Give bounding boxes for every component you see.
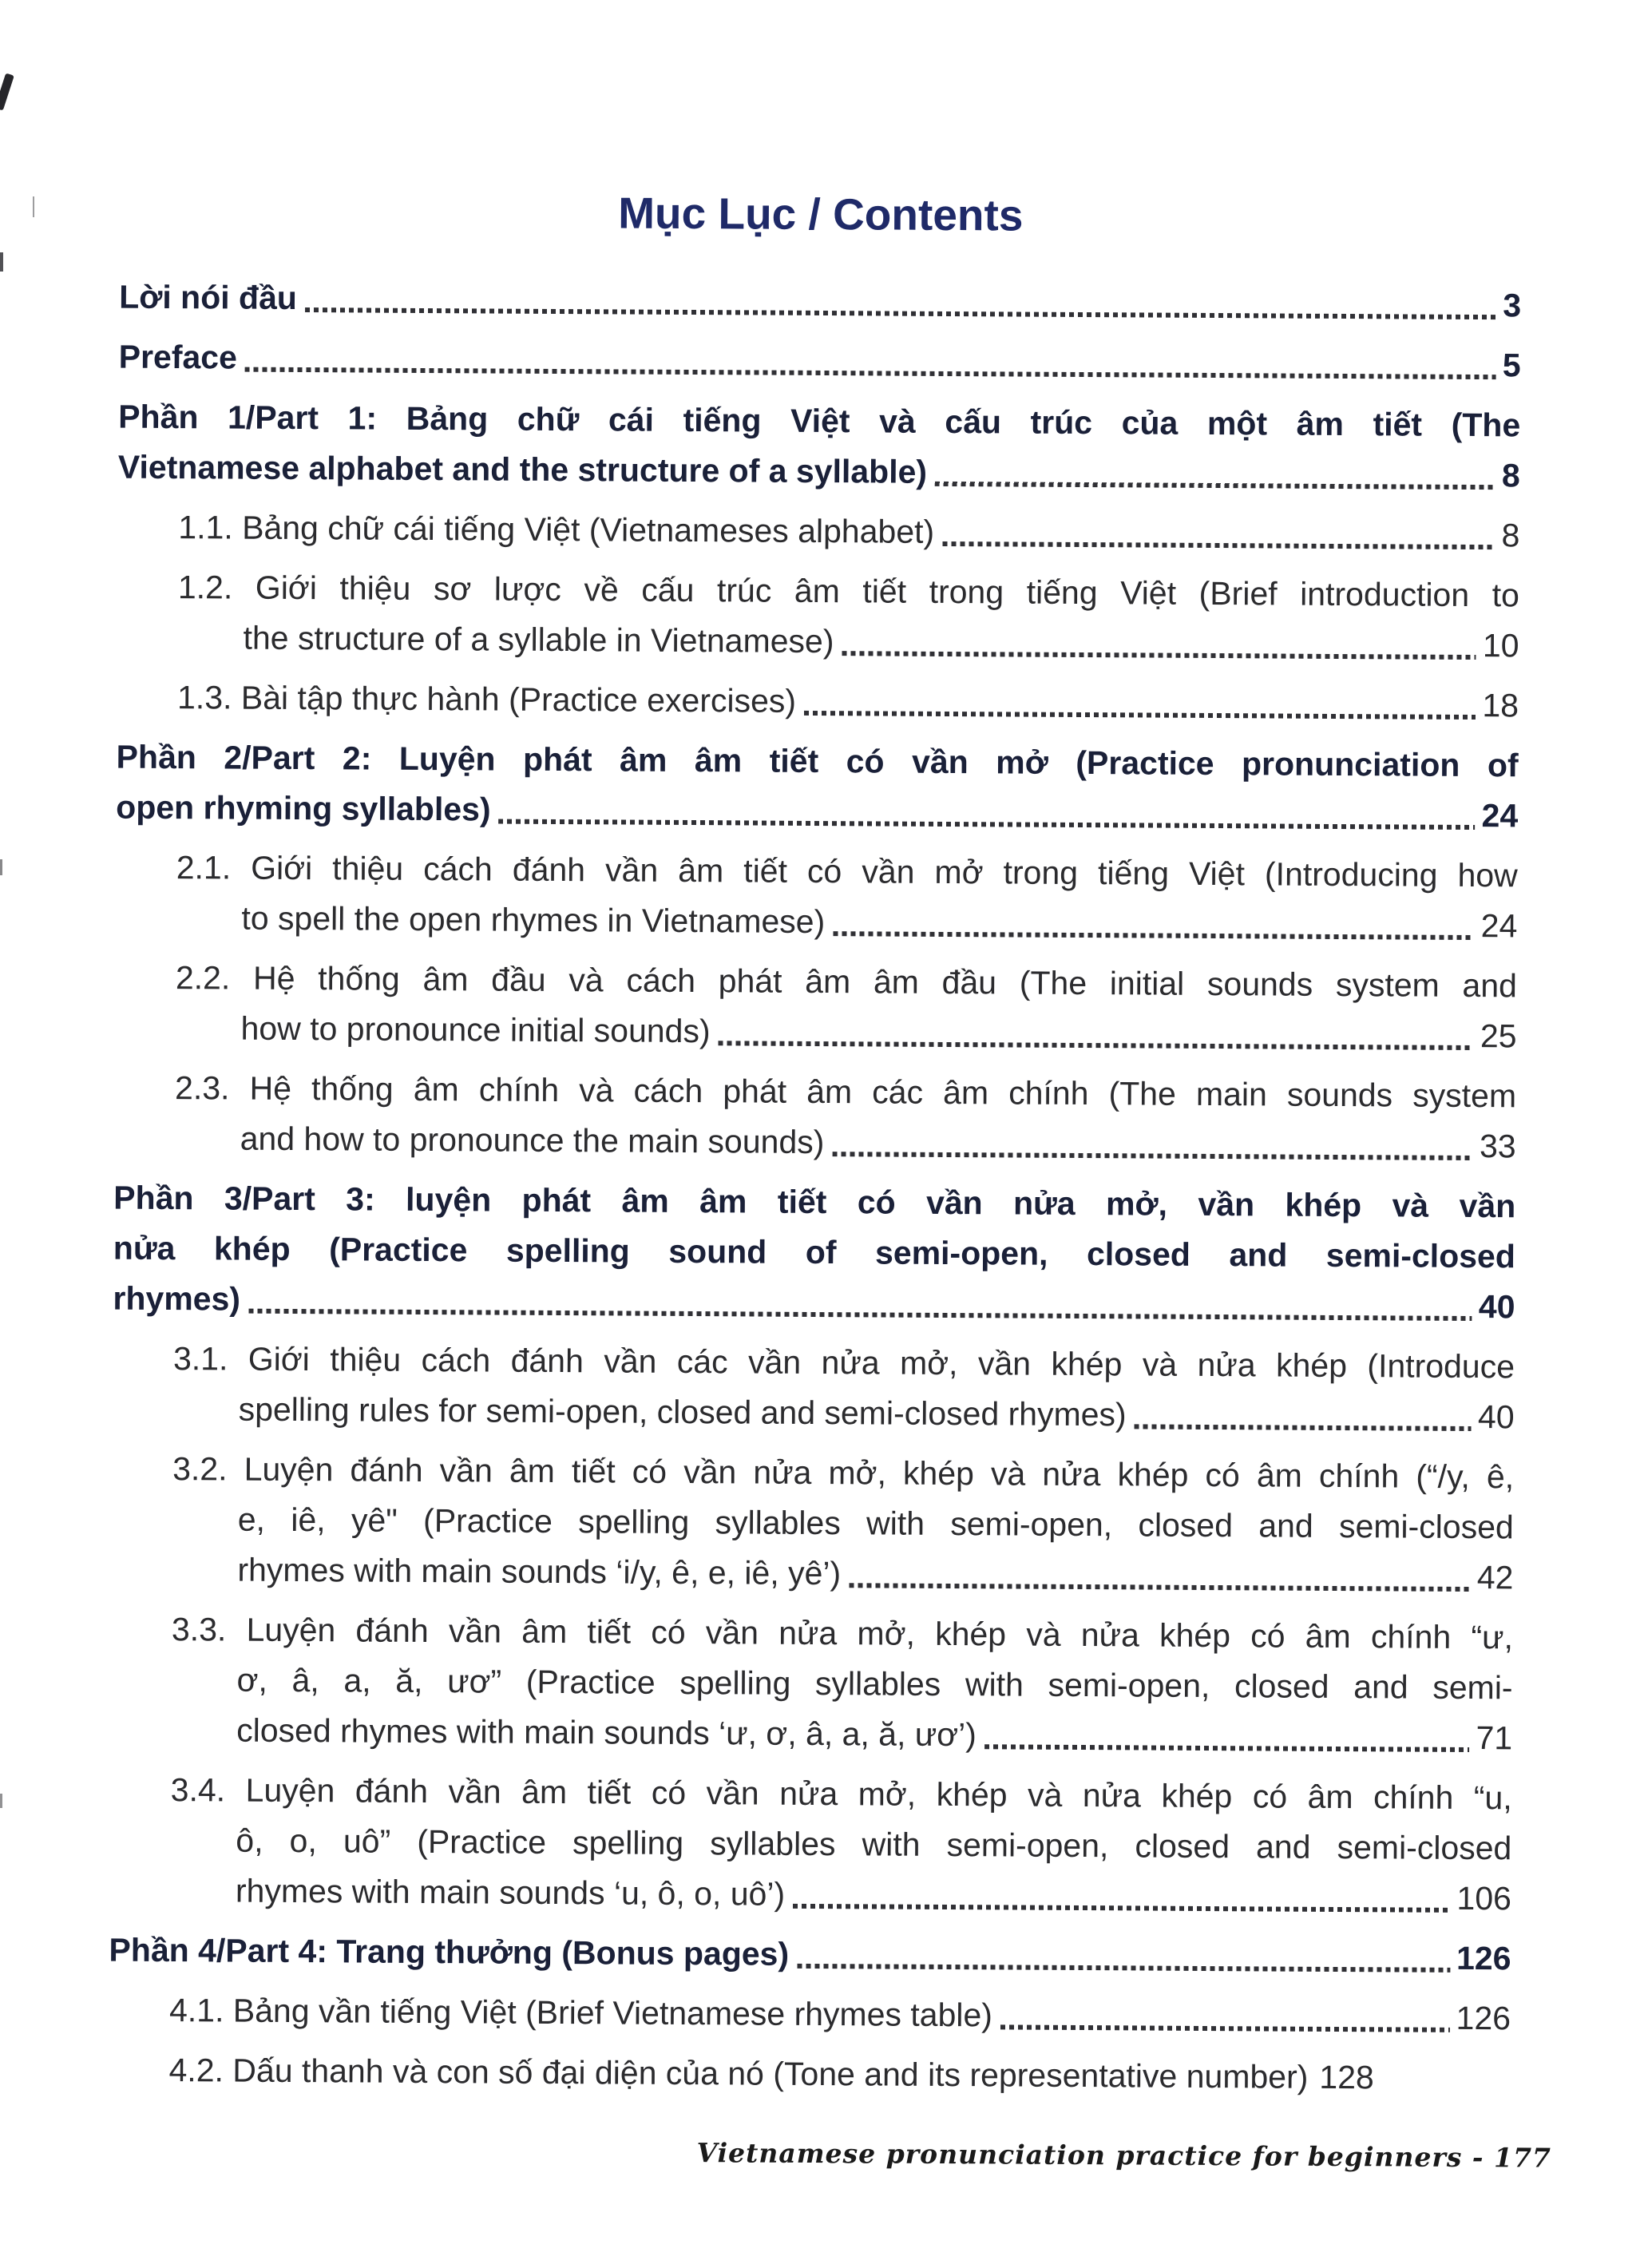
dotted-leader xyxy=(935,482,1495,490)
dotted-leader xyxy=(842,651,1476,660)
entry-text: Phần 3/Part 3: luyện phát âm âm tiết có vần nửa mở, vần khép và vần xyxy=(113,1179,1516,1225)
dotted-leader xyxy=(832,1152,1473,1160)
entry-text: nửa khép (Practice spelling sound of semi-open, closed and semi-closed xyxy=(113,1229,1515,1275)
entry-text: Preface xyxy=(118,338,238,376)
toc-entry-sec-1-3 xyxy=(117,672,1519,732)
toc-line xyxy=(115,953,1517,1012)
toc-line xyxy=(108,2045,1510,2104)
toc-entry-sec-3-2 xyxy=(111,1444,1514,1604)
entry-text: and how to pronounce the main sounds) xyxy=(240,1120,825,1161)
entry-text: e, iê, yê" (Practice spelling syllables with semi-open, closed and semi-closed xyxy=(237,1501,1514,1546)
toc-entry-sec-2-1 xyxy=(115,843,1518,952)
entry-text: 3.3. Luyện đánh vần âm tiết có vần nửa mở, khép và nửa khép có âm chính “ư, xyxy=(171,1611,1514,1656)
toc-line xyxy=(111,1604,1513,1663)
toc-line xyxy=(117,613,1519,672)
dotted-leader xyxy=(797,1964,1450,1973)
dotted-leader xyxy=(718,1041,1473,1050)
toc-line xyxy=(119,272,1521,331)
toc-line xyxy=(116,843,1518,902)
entry-text: 4.2. Dấu thanh và con số đại diện của nó (Tone and its representative number) xyxy=(168,2052,1309,2096)
dotted-leader xyxy=(849,1583,1471,1592)
entry-text: ơ, â, a, ă, ươ” (Practice spelling syllables with semi-open, closed and semi- xyxy=(236,1661,1513,1707)
toc-entry-sec-1-2 xyxy=(117,562,1519,672)
entry-text: 2.1. Giới thiệu cách đánh vần âm tiết có vần mở trong tiếng Việt (Introducing how xyxy=(176,849,1518,894)
entry-text: 3.2. Luyện đánh vần âm tiết có vần nửa mở, khép và nửa khép có âm chính (“/y, ê, xyxy=(172,1450,1515,1496)
page-number: 3 xyxy=(1503,287,1522,324)
dotted-leader xyxy=(305,307,1496,319)
toc-entry-sec-2-3 xyxy=(114,1063,1517,1172)
page-title: Mục Lục / Contents xyxy=(617,188,1024,240)
page-number: 106 xyxy=(1456,1879,1512,1917)
toc-line xyxy=(118,442,1520,502)
toc-page xyxy=(108,184,1552,2174)
page-number: 8 xyxy=(1501,457,1520,494)
entry-text: 1.2. Giới thiệu sơ lược về cấu trúc âm tiết trong tiếng Việt (Brief introduction to xyxy=(177,569,1520,614)
entry-text: 2.2. Hệ thống âm đầu và cách phát âm âm đầu (The initial sounds system and xyxy=(175,959,1518,1005)
toc-line xyxy=(109,1815,1511,1874)
page-number: 8 xyxy=(1501,517,1520,554)
page-number: 128 xyxy=(1319,2058,1374,2096)
toc-line xyxy=(117,502,1519,561)
toc-line xyxy=(114,1003,1516,1062)
toc-line xyxy=(112,1444,1514,1503)
toc-line xyxy=(109,1866,1511,1925)
page-number: 42 xyxy=(1476,1559,1514,1596)
entry-text: to spell the open rhymes in Vietnamese) xyxy=(241,899,826,941)
toc-entry-part-4 xyxy=(109,1925,1511,1985)
toc-line xyxy=(119,332,1521,391)
toc-line xyxy=(114,1063,1516,1122)
dotted-leader xyxy=(498,819,1475,830)
scan-artifact xyxy=(0,1794,2,1808)
toc-line xyxy=(117,672,1519,732)
page-number: 24 xyxy=(1480,907,1518,945)
toc-entry-sec-1-1 xyxy=(117,502,1519,561)
entry-text: the structure of a syllable in Vietnamese) xyxy=(243,619,834,660)
toc-line xyxy=(113,1223,1515,1283)
page-number: 5 xyxy=(1502,347,1521,384)
toc-line xyxy=(113,1173,1515,1232)
toc-line xyxy=(113,1334,1515,1393)
toc-entry-part-1 xyxy=(118,392,1521,502)
entry-text: Lời nói đầu xyxy=(119,278,298,316)
dotted-leader xyxy=(1135,1424,1472,1431)
toc-line xyxy=(117,562,1519,621)
toc-line xyxy=(116,732,1518,791)
dotted-leader xyxy=(833,931,1475,940)
toc-entry-sec-3-4 xyxy=(109,1765,1512,1925)
dotted-leader xyxy=(248,1309,1472,1321)
entry-text: 3.1. Giới thiệu cách đánh vần các vần nửa mở, vần khép và nửa khép (Introduce xyxy=(172,1340,1515,1386)
entry-text: rhymes with main sounds ‘u, ô, o, uô’) xyxy=(235,1872,786,1913)
entry-text: how to pronounce initial sounds) xyxy=(240,1009,711,1050)
toc-entry-sec-4-2 xyxy=(108,2045,1510,2104)
page-number: 25 xyxy=(1480,1017,1517,1055)
toc-line xyxy=(118,392,1520,451)
toc-entry-sec-3-1 xyxy=(112,1334,1515,1443)
page-number: 126 xyxy=(1456,1999,1511,2037)
scan-artifact xyxy=(0,73,14,110)
scan-artifact xyxy=(0,859,2,875)
entry-text: 4.1. Bảng vần tiếng Việt (Brief Vietnamese rhymes table) xyxy=(168,1992,993,2034)
entry-text: 1.3. Bài tập thực hành (Practice exercises) xyxy=(176,679,797,720)
toc-line xyxy=(114,1113,1516,1172)
entry-text: 1.1. Bảng chữ cái tiếng Việt (Vietnameses alphabet) xyxy=(178,509,935,550)
page-number: 18 xyxy=(1482,687,1519,724)
toc-line xyxy=(110,1765,1512,1824)
entry-text: ô, o, uô” (Practice spelling syllables with semi-open, closed and semi-closed xyxy=(236,1822,1512,1867)
toc-entry-part-3 xyxy=(113,1173,1515,1333)
entry-text: rhymes) xyxy=(113,1279,241,1318)
toc-line xyxy=(116,783,1518,842)
footer-running-title: Vietnamese pronunciation practice for beginners - 177 xyxy=(696,2137,1552,2174)
entry-text: Vietnamese alphabet and the structure of a syllable) xyxy=(117,448,928,490)
dotted-leader xyxy=(804,711,1476,720)
toc-line xyxy=(112,1384,1514,1443)
toc-line xyxy=(112,1494,1514,1553)
page-number: 71 xyxy=(1476,1719,1513,1757)
entry-text: rhymes with main sounds ‘i/y, ê, e, iê, yê’) xyxy=(237,1551,842,1592)
page-number: 126 xyxy=(1456,1939,1511,1977)
toc-line xyxy=(110,1655,1512,1714)
entry-text: closed rhymes with main sounds ‘ư, ơ, â, a, ă, ươ’) xyxy=(236,1711,977,1754)
dotted-leader xyxy=(1000,2024,1450,2032)
page-number: 40 xyxy=(1477,1398,1515,1436)
toc-entry-sec-3-3 xyxy=(110,1604,1513,1764)
entry-text: Phần 4/Part 4: Trang thưởng (Bonus pages) xyxy=(109,1931,790,1973)
toc-line xyxy=(115,893,1517,952)
dotted-leader xyxy=(984,1744,1470,1752)
dotted-leader xyxy=(793,1904,1450,1913)
page-number: 40 xyxy=(1478,1288,1515,1326)
toc-entry-sec-2-2 xyxy=(114,953,1517,1062)
toc-entry-part-2 xyxy=(116,732,1519,842)
toc-list xyxy=(108,272,1521,2104)
toc-line xyxy=(111,1544,1513,1604)
toc-line xyxy=(109,1985,1511,2044)
entry-text: Phần 2/Part 2: Luyện phát âm âm tiết có vần mở (Practice pronunciation of xyxy=(116,738,1519,784)
page-number: 33 xyxy=(1479,1128,1516,1165)
scan-artifact xyxy=(33,196,34,217)
toc-entry-loi-noi-dau xyxy=(119,272,1521,331)
entry-text: spelling rules for semi-open, closed and semi-closed rhymes) xyxy=(238,1390,1127,1433)
toc-entry-sec-4-1 xyxy=(109,1985,1511,2044)
toc-line xyxy=(109,1925,1511,1985)
toc-entry-preface xyxy=(119,332,1521,391)
dotted-leader xyxy=(942,541,1495,549)
page-number: 24 xyxy=(1481,797,1519,835)
entry-text: 2.3. Hệ thống âm chính và cách phát âm các âm chính (The main sounds system xyxy=(174,1069,1517,1115)
scan-artifact xyxy=(0,252,3,272)
page-number: 10 xyxy=(1482,627,1519,664)
dotted-leader xyxy=(245,367,1496,380)
entry-text: 3.4. Luyện đánh vần âm tiết có vần nửa mở, khép và nửa khép có âm chính “u, xyxy=(170,1771,1512,1817)
toc-line xyxy=(113,1274,1515,1333)
entry-text: Phần 1/Part 1: Bảng chữ cái tiếng Việt và cấu trúc của một âm tiết (The xyxy=(118,398,1521,444)
toc-line xyxy=(110,1705,1512,1764)
entry-text: open rhyming syllables) xyxy=(116,788,491,828)
